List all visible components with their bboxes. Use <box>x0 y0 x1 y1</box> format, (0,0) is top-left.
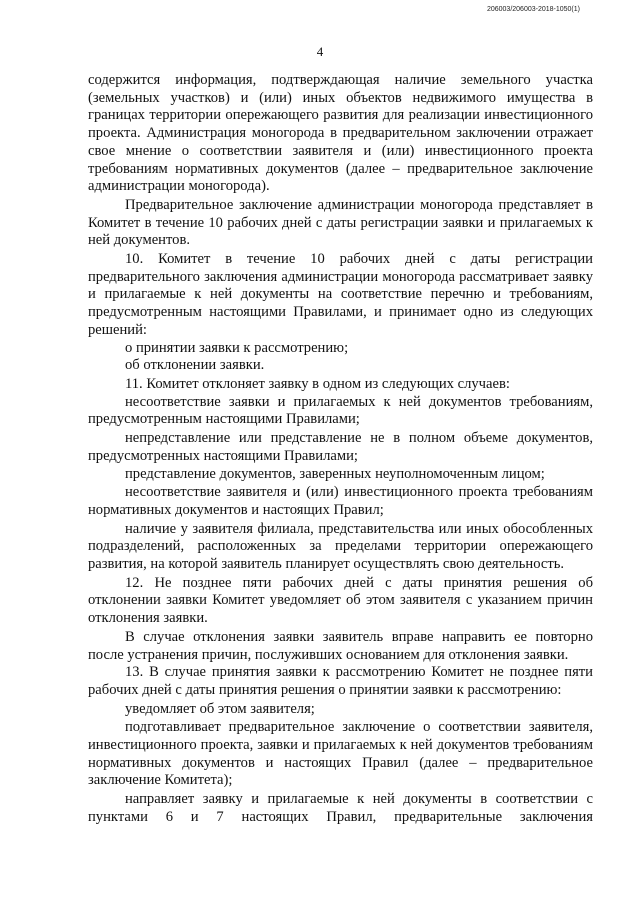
paragraph-14: 13. В случае принятия заявки к рассмотрению Комитет не позднее пяти рабочих дней с даты принятия решения о принятии заявки к рассмотрению: <box>88 664 593 698</box>
paragraph-10: несоответствие заявителя и (или) инвестиционного проекта требованиям нормативных документов и настоящих Правил; <box>88 484 593 518</box>
paragraph-17: направляет заявку и прилагаемые к ней документы в соответствии с пунктами 6 и 7 настоящих Правил, предварительные заключения <box>88 791 593 825</box>
paragraph-16: подготавливает предварительное заключение о соответствии заявителя, инвестиционного проекта, заявки и прилагаемых к ней документов требованиям нормативных документов и настоящих Правил (далее – предварительное заключение Комитета); <box>88 719 593 789</box>
document-id: 206003/206003-2018-1050(1) <box>486 6 580 13</box>
paragraph-5: об отклонении заявки. <box>125 357 265 374</box>
page-number: 4 <box>316 44 324 59</box>
paragraph-1: содержится информация, подтверждающая наличие земельного участка (земельных участков) и (или) иных объектов недвижимого имущества в границах территории опережающего развития для реализации инвестиционного проекта. Администрация моногорода в предварительном заключении отражает свое мнение о соответствии заявителя и (или) инвестиционного проекта требованиям нормативных документов (далее – предварительное заключение администрации моногорода). <box>88 72 593 195</box>
document-body <box>88 72 593 827</box>
paragraph-13: В случае отклонения заявки заявитель вправе направить ее повторно после устранения причин, послуживших основанием для отклонения заявки. <box>88 628 593 663</box>
paragraph-4: о принятии заявки к рассмотрению; <box>125 339 349 356</box>
paragraph-8: непредставление или представление не в полном объеме документов, предусмотренных настоящими Правилами; <box>88 430 593 464</box>
paragraph-12: 12. Не позднее пяти рабочих дней с даты принятия решения об отклонении заявки Комитет уведомляет об этом заявителя с указанием причин отклонения заявки. <box>88 574 593 627</box>
paragraph-7: несоответствие заявки и прилагаемых к ней документов требованиям, предусмотренным настоящими Правилами; <box>88 393 593 428</box>
paragraph-6: 11. Комитет отклоняет заявку в одном из следующих случаев: <box>125 375 510 392</box>
paragraph-15: уведомляет об этом заявителя; <box>125 700 315 717</box>
paragraph-9: представление документов, заверенных неуполномоченным лицом; <box>125 466 545 483</box>
paragraph-11: наличие у заявителя филиала, представительства или иных обособленных подразделений, расположенных за пределами территории опережающего развития, на которой заявитель планирует осуществлять свою деятельность. <box>88 520 593 572</box>
paragraph-3: 10. Комитет в течение 10 рабочих дней с даты регистрации предварительного заключения администрации моногорода рассматривает заявку и прилагаемые к ней документы на соответствие перечню и требованиям, предусмотренным настоящими Правилами, и принимает одно из следующих решений: <box>88 251 593 338</box>
paragraph-2: Предварительное заключение администрации моногорода представляет в Комитет в течение 10 рабочих дней с даты регистрации заявки и прилагаемых к ней документов. <box>88 196 593 249</box>
